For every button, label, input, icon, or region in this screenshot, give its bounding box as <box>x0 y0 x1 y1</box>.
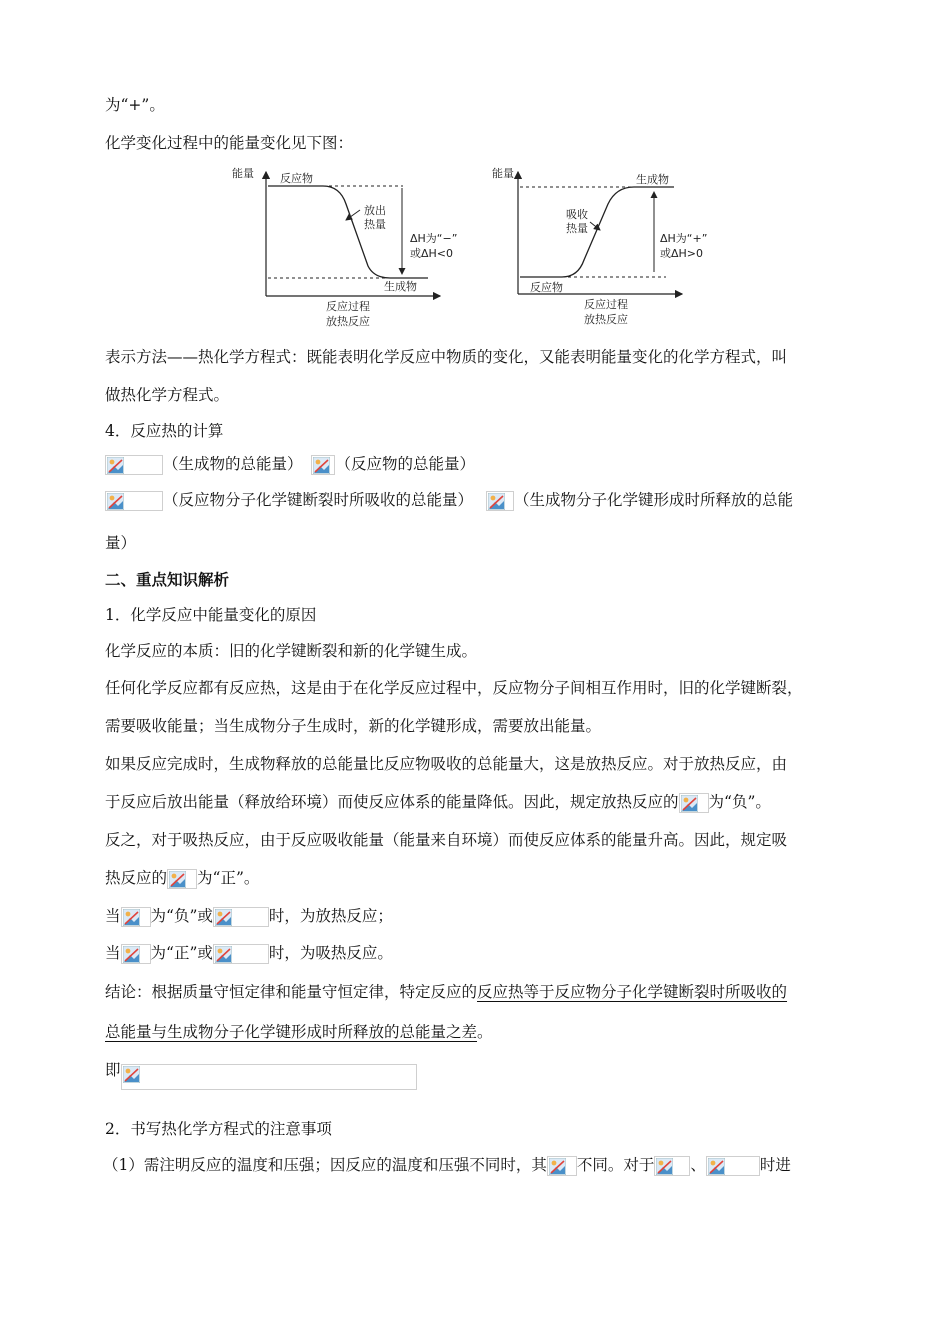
text-span: 于反应后放出能量（释放给环境）而使反应体系的能量降低。因此，规定放热反应的 <box>105 793 679 811</box>
text-span: 时进 <box>759 1156 791 1174</box>
formula-image-icon <box>486 491 514 511</box>
x-axis-label: 反应过程 <box>584 298 628 311</box>
text-line: 需要吸收能量；当生成物分子生成时，新的化学键形成，需要放出能量。 <box>105 717 602 735</box>
x-axis-label: 反应过程 <box>326 300 370 313</box>
delta-h-label: ΔH为“−” <box>410 232 458 245</box>
text-line: 量） <box>105 534 137 552</box>
formula-image-icon <box>167 869 197 889</box>
y-axis-label: 能量 <box>492 167 514 180</box>
text-line <box>105 1020 493 1042</box>
absorb-label: 吸收 <box>566 208 588 221</box>
text-span: 。 <box>477 1023 493 1041</box>
formula-image-icon <box>706 1156 760 1176</box>
text-line: 化学反应的本质：旧的化学键断裂和新的化学键生成。 <box>105 642 478 660</box>
text-line: 任何化学反应都有反应热，这是由于在化学反应过程中，反应物分子间相互作用时，旧的化学键断裂， <box>105 679 803 697</box>
formula-image-icon <box>547 1156 577 1176</box>
text-span: 不同。对于 <box>576 1156 655 1174</box>
underlined-text: 反应热等于反应物分子化学键断裂时所吸收的 <box>477 983 788 1001</box>
y-axis-label: 能量 <box>232 167 254 180</box>
x-axis-caption: 放热反应 <box>584 313 628 326</box>
text-line: 反之，对于吸热反应，由于反应吸收能量（能量来自环境）而使反应体系的能量升高。因此，规定吸 <box>105 831 788 849</box>
energy-curve <box>520 187 674 277</box>
product-label: 生成物 <box>384 280 417 293</box>
exothermic-energy-diagram <box>228 160 458 332</box>
formula-line <box>105 452 475 475</box>
delta-h-label: 或ΔH<0 <box>410 247 454 260</box>
text-line <box>105 904 393 927</box>
text-span: 即 <box>105 1061 121 1079</box>
formula-image-icon <box>654 1156 690 1176</box>
formula-image-icon <box>213 944 269 964</box>
formula-image-icon <box>679 793 709 813</box>
formula-image-icon <box>121 907 151 927</box>
release-label: 放出 <box>364 204 386 217</box>
formula-image-icon <box>213 907 269 927</box>
formula-image-icon <box>311 455 335 475</box>
text-span: （生成物分子化学键形成时所释放的总能 <box>513 491 793 509</box>
formula-image-icon <box>105 491 163 511</box>
text-line: 为“+”。 <box>105 96 165 114</box>
text-span: 为“正”或 <box>150 944 213 962</box>
text-span: 当 <box>105 944 121 962</box>
text-span: 为“正”。 <box>197 869 260 887</box>
text-span: 、 <box>690 1156 706 1174</box>
text-span: 为“负”或 <box>150 907 213 925</box>
reactant-label: 反应物 <box>280 172 313 185</box>
text-span: 为“负”。 <box>708 793 771 811</box>
subsection-heading: 2．书写热化学方程式的注意事项 <box>105 1120 332 1138</box>
section-heading: 二、重点知识解析 <box>105 571 230 589</box>
text-span: （反应物分子化学键断裂时所吸收的总能量） <box>163 491 474 509</box>
text-span: （1）需注明反应的温度和压强；因反应的温度和压强不同时，其 <box>103 1156 547 1174</box>
text-line <box>105 866 259 889</box>
absorb-label: 热量 <box>566 222 588 235</box>
subsection-heading: 1．化学反应中能量变化的原因 <box>105 606 317 624</box>
underlined-text: 总能量与生成物分子化学键形成时所释放的总能量之差 <box>105 1023 478 1041</box>
text-span: 结论：根据质量守恒定律和能量守恒定律，特定反应的 <box>105 983 478 1001</box>
text-line <box>105 790 771 813</box>
text-span: 当 <box>105 907 121 925</box>
formula-line <box>105 1058 417 1090</box>
formula-image-icon <box>121 944 151 964</box>
formula-line <box>105 488 793 511</box>
text-span: 时，为放热反应； <box>268 907 393 925</box>
text-line: 如果反应完成时，生成物释放的总能量比反应物吸收的总能量大，这是放热反应。对于放热反应，由 <box>105 755 788 773</box>
product-label: 生成物 <box>636 173 669 186</box>
text-span: 热反应的 <box>105 869 168 887</box>
formula-image-icon <box>105 455 163 475</box>
delta-h-label: ΔH为“+” <box>660 232 708 245</box>
text-span: （反应物的总能量） <box>335 455 475 473</box>
release-label: 热量 <box>364 218 386 231</box>
text-line: 化学变化过程中的能量变化见下图： <box>105 134 354 152</box>
endothermic-energy-diagram <box>486 160 716 332</box>
energy-curve <box>268 186 428 278</box>
reactant-label: 反应物 <box>530 281 563 294</box>
text-line <box>105 941 393 964</box>
text-line: 做热化学方程式。 <box>105 386 230 404</box>
text-line: 表示方法——热化学方程式：既能表明化学反应中物质的变化，又能表明能量变化的化学方程式，叫 <box>105 348 788 366</box>
x-axis-caption: 放热反应 <box>326 315 370 328</box>
text-line <box>103 1153 791 1176</box>
text-line <box>105 980 787 1002</box>
delta-h-label: 或ΔH>0 <box>660 247 704 260</box>
formula-image-icon <box>121 1064 417 1090</box>
section-heading: 4．反应热的计算 <box>105 422 224 440</box>
text-span: （生成物的总能量） <box>163 455 303 473</box>
text-span: 时，为吸热反应。 <box>268 944 393 962</box>
